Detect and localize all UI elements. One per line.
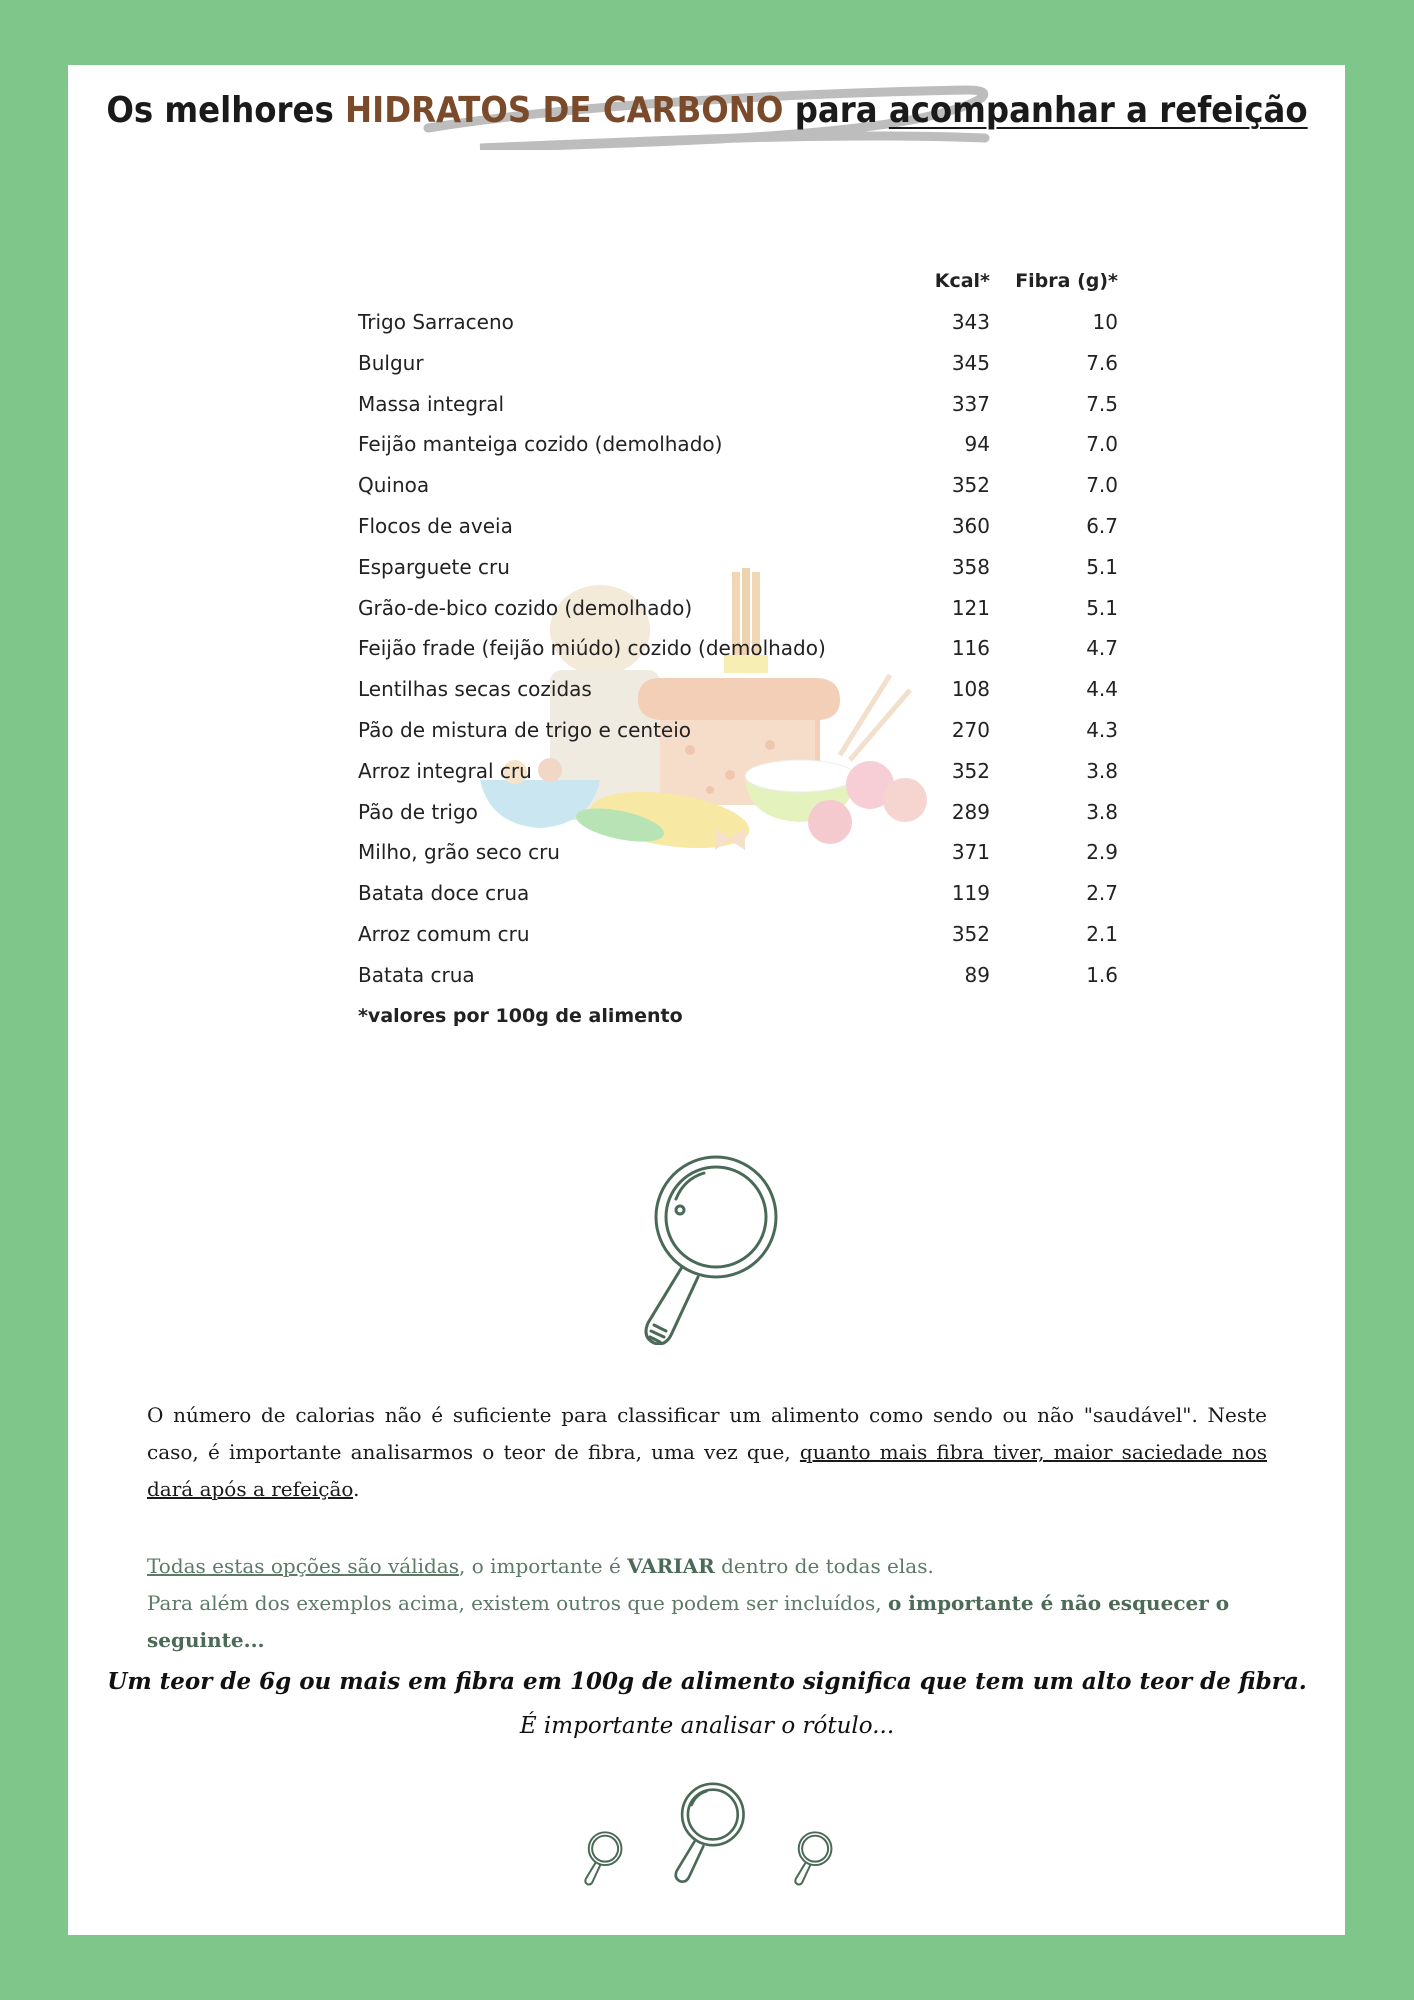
fibra-value: 5.1 <box>1086 554 1118 579</box>
header-fibra: Fibra (g)* <box>1015 270 1118 292</box>
table-row <box>358 873 1118 914</box>
fibra-value: 3.8 <box>1086 758 1118 783</box>
kcal-value: 119 <box>951 881 990 906</box>
kcal-value: 289 <box>951 799 990 824</box>
kcal-value: 352 <box>951 758 990 783</box>
fibra-value: 4.7 <box>1086 636 1118 661</box>
table-row <box>358 710 1118 751</box>
kcal-value: 89 <box>964 962 990 987</box>
kcal-value: 121 <box>951 595 990 620</box>
header-kcal: Kcal* <box>934 270 990 292</box>
table-row <box>358 588 1118 629</box>
fibra-value: 2.7 <box>1086 881 1118 906</box>
food-name: Lentilhas secas cozidas <box>358 677 592 702</box>
kcal-value: 108 <box>951 677 990 702</box>
paragraph2-line2-bold: o importante é não esquecer o seguinte... <box>147 1591 1230 1652</box>
paragraph1-end: . <box>353 1477 360 1501</box>
fibra-value: 7.5 <box>1086 391 1118 416</box>
kcal-value: 345 <box>951 350 990 375</box>
paragraph2-line2: Para além dos exemplos acima, existem outros que podem ser incluídos, <box>147 1591 888 1615</box>
kcal-value: 360 <box>951 513 990 538</box>
table-row <box>358 792 1118 833</box>
title-part2: para <box>783 90 889 131</box>
fibra-value: 5.1 <box>1086 595 1118 620</box>
fibra-value: 7.0 <box>1086 432 1118 457</box>
fibra-value: 7.6 <box>1086 350 1118 375</box>
food-name: Pão de trigo <box>358 799 478 824</box>
kcal-value: 371 <box>951 840 990 865</box>
food-name: Flocos de aveia <box>358 513 513 538</box>
food-name: Feijão frade (feijão miúdo) cozido (demolhado) <box>358 636 826 661</box>
kcal-value: 358 <box>951 554 990 579</box>
table-row <box>358 955 1118 996</box>
food-name: Pão de mistura de trigo e centeio <box>358 717 692 742</box>
table-row <box>358 302 1118 343</box>
paragraph3-bold-line: Um teor de 6g ou mais em fibra em 100g de alimento significa que tem um alto teor de fibra. <box>107 1668 1307 1695</box>
table-row <box>358 343 1118 384</box>
table-row <box>358 506 1118 547</box>
kcal-value: 343 <box>951 310 990 334</box>
paragraph1-text: O número de calorias não é suficiente para classificar um alimento como sendo ou não "saudável". Neste caso, é importante analisarmos o teor de fibra, uma vez que, <box>147 1403 1267 1464</box>
table-row <box>358 832 1118 873</box>
table-row <box>358 424 1118 465</box>
table-row <box>358 669 1118 710</box>
paragraph2-bold: VARIAR <box>627 1554 715 1578</box>
fibra-value: 10 <box>1092 310 1118 334</box>
fibra-value: 4.3 <box>1086 717 1118 742</box>
nutrition-table <box>358 270 1118 1036</box>
paragraph2-underlined: Todas estas opções são válidas <box>147 1554 459 1578</box>
food-name: Massa integral <box>358 391 505 416</box>
paragraph2-mid: , o importante é <box>459 1554 628 1578</box>
paragraph-variety <box>147 1548 1267 1659</box>
kcal-value: 94 <box>964 432 990 457</box>
food-name: Arroz integral cru <box>358 758 532 783</box>
table-header <box>358 270 1118 302</box>
table-row <box>358 914 1118 955</box>
table-row <box>358 465 1118 506</box>
table-footnote: *valores por 100g de alimento <box>358 1004 683 1027</box>
fibra-value: 2.1 <box>1086 921 1118 946</box>
title-part1: Os melhores <box>106 90 346 131</box>
fibra-value: 7.0 <box>1086 473 1118 498</box>
food-name: Trigo Sarraceno <box>358 310 514 334</box>
food-name: Bulgur <box>358 350 424 375</box>
food-name: Arroz comum cru <box>358 921 530 946</box>
page-title <box>0 90 1414 131</box>
food-name: Milho, grão seco cru <box>358 840 560 865</box>
table-row <box>358 384 1118 425</box>
paragraph1-underlined: quanto mais fibra tiver, maior saciedade nos dará após a refeição <box>147 1440 1268 1501</box>
magnifying-glass-icon <box>788 1830 836 1886</box>
table-row <box>358 547 1118 588</box>
magnifying-glass-icon <box>578 1830 626 1886</box>
kcal-value: 116 <box>951 636 990 661</box>
food-name: Grão-de-bico cozido (demolhado) <box>358 595 693 620</box>
title-underlined: acompanhar a refeição <box>888 90 1308 131</box>
food-name: Batata crua <box>358 962 475 987</box>
fibra-value: 6.7 <box>1086 513 1118 538</box>
kcal-value: 337 <box>951 391 990 416</box>
fibra-value: 4.4 <box>1086 677 1118 702</box>
fibra-value: 3.8 <box>1086 799 1118 824</box>
magnifying-glass-icon <box>662 1778 752 1886</box>
food-name: Batata doce crua <box>358 881 530 906</box>
magnifying-glass-icon <box>620 1155 790 1345</box>
paragraph-fiber-note <box>0 1660 1414 1748</box>
paragraph3-line2: É importante analisar o rótulo... <box>519 1713 895 1739</box>
table-row <box>358 751 1118 792</box>
title-highlight: HIDRATOS DE CARBONO <box>345 90 784 131</box>
table-row <box>358 628 1118 669</box>
food-name: Quinoa <box>358 473 430 498</box>
food-name: Esparguete cru <box>358 554 510 579</box>
kcal-value: 352 <box>951 921 990 946</box>
kcal-value: 270 <box>951 717 990 742</box>
kcal-value: 352 <box>951 473 990 498</box>
food-name: Feijão manteiga cozido (demolhado) <box>358 432 723 457</box>
paragraph-calories <box>147 1397 1267 1508</box>
fibra-value: 2.9 <box>1086 840 1118 865</box>
fibra-value: 1.6 <box>1086 962 1118 987</box>
paragraph2-after: dentro de todas elas. <box>714 1554 934 1578</box>
